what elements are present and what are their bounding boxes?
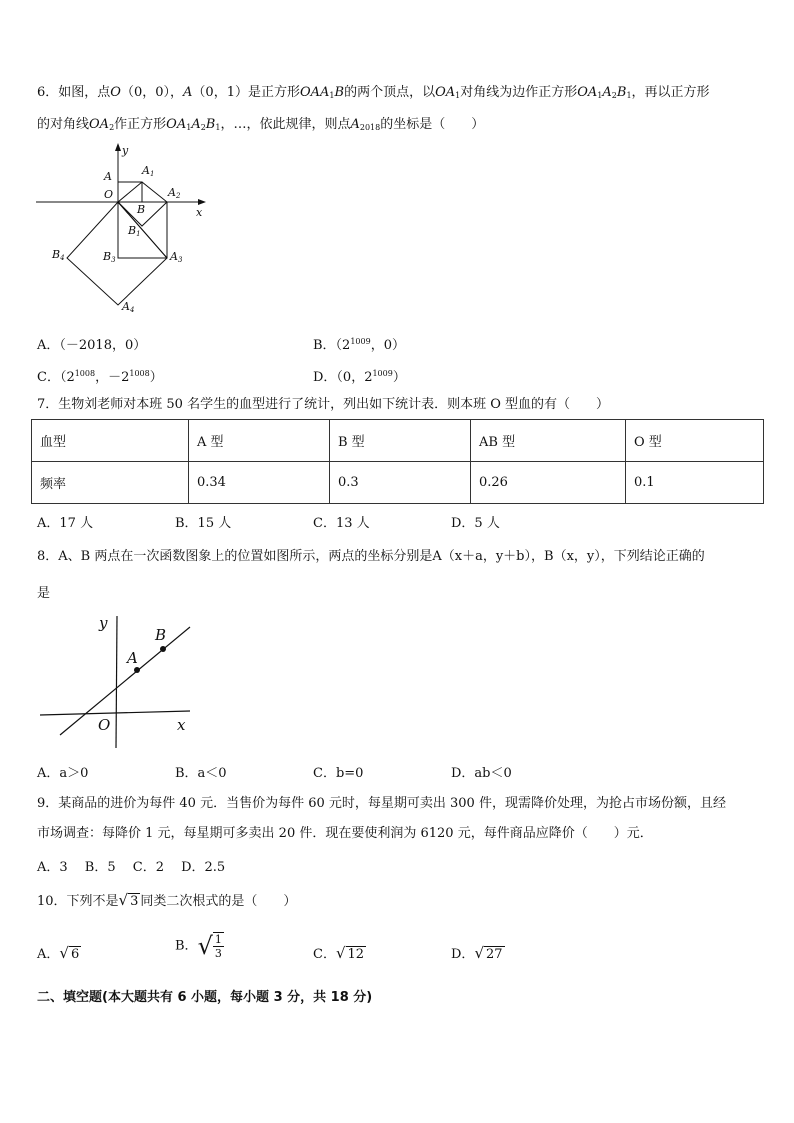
q6-figure (30, 140, 230, 325)
table-cell: 0.3 (330, 462, 471, 504)
q6-label-B4: B4 (52, 248, 65, 262)
q7-option-a[interactable]: A．17 人 (37, 516, 94, 531)
q10-option-b[interactable]: B．√ $\frac{1}{3}$ (175, 932, 222, 960)
q6-option-b[interactable]: B．（$2^{1009}$，0） (313, 337, 405, 353)
q8-y-axis (116, 616, 117, 748)
q8-label-y: y (99, 614, 108, 632)
q8-option-b[interactable]: B．a＜0 (175, 766, 227, 781)
q10-option-d[interactable]: D．√ 27 (451, 944, 503, 962)
q8-line1: 8．A、B 两点在一次函数图象上的位置如图所示，两点的坐标分别是A（x＋a，y＋b），B（x，y），下列结论正确的 (37, 549, 705, 564)
q6-y-arrow (115, 143, 121, 151)
q6-label-B1: B1 (128, 224, 141, 238)
q8-option-d[interactable]: D．ab＜0 (451, 766, 512, 781)
table-cell: A 型 (189, 420, 330, 462)
q8-label-O: O (98, 716, 111, 734)
q6-square-4 (67, 202, 167, 305)
q8-label-B: B (155, 626, 167, 644)
q10-option-c[interactable]: C．√ 12 (313, 944, 365, 962)
q7-option-c[interactable]: C．13 人 (313, 516, 370, 531)
table-cell: 0.26 (471, 462, 626, 504)
q8-point-b (160, 646, 166, 652)
q8-function-line (60, 627, 190, 735)
table-cell: 频率 (32, 462, 189, 504)
table-cell: 0.34 (189, 462, 330, 504)
q8-label-x: x (177, 716, 186, 734)
table-cell: 0.1 (626, 462, 764, 504)
q10-text: 10．下列不是√ 3 同类二次根式的是（ ） (37, 891, 297, 909)
q6-line2: 的对角线$OA_2$作正方形$OA_1A_2B_1$，…，依此规律，则点$A_{2018}$的坐标是（ ） (37, 117, 485, 132)
q6-option-d[interactable]: D．（0，$2^{1009}$） (313, 369, 406, 385)
q6-label-A: A (104, 170, 112, 183)
q6-label-A1: A1 (142, 164, 155, 178)
q6-label-A2: A2 (168, 186, 181, 200)
table-cell: AB 型 (471, 420, 626, 462)
q10-option-a[interactable]: A．√ 6 (37, 944, 80, 962)
q6-line1: 6．如图，点O（0，0），A（0，1）是正方形$OAA_1B$的两个顶点，以$OA_1$对角线为边作正方形$OA_1A_2B_1$，再以正方形 (37, 85, 710, 100)
q8-line2: 是 (37, 586, 51, 601)
q6-option-c[interactable]: C．（$2^{1008}$，$-2^{1008}$） (37, 369, 163, 385)
section-2-heading: 二、填空题(本大题共有 6 小题，每小题 3 分，共 18 分) (37, 990, 373, 1005)
q8-label-A: A (127, 649, 138, 667)
q6-option-a[interactable]: A．（－2018，0） (37, 338, 147, 353)
q8-option-c[interactable]: C．b=0 (313, 766, 364, 781)
q7-option-d[interactable]: D．5 人 (451, 516, 500, 531)
q9-options[interactable]: A．3 B．5 C．2 D．2.5 (37, 860, 226, 875)
q8-figure (40, 612, 200, 752)
q9-line2: 市场调查：每降价 1 元，每星期可多卖出 20 件．现在要使利润为 6120 元，每件商品应降价（ ）元． (37, 826, 653, 841)
q6-label-B3: B3 (103, 250, 116, 264)
q7-text: 7．生物刘老师对本班 50 名学生的血型进行了统计，列出如下统计表．则本班 O 型血的有（ ） (37, 397, 610, 412)
q7-option-b[interactable]: B．15 人 (175, 516, 232, 531)
q6-label-A3: A3 (170, 250, 183, 264)
q7-table (31, 419, 764, 504)
q6-label-A4: A4 (122, 300, 135, 314)
table-row (32, 462, 764, 504)
q6-label-B: B (137, 203, 146, 216)
table-cell: 血型 (32, 420, 189, 462)
q6-label-O: O (104, 188, 114, 201)
table-cell: O 型 (626, 420, 764, 462)
q9-line1: 9．某商品的进价为每件 40 元．当售价为每件 60 元时，每星期可卖出 300 件，现需降价处理，为抢占市场份额，且经 (37, 796, 726, 811)
q6-label-y: y (122, 144, 129, 157)
table-cell: B 型 (330, 420, 471, 462)
q8-option-a[interactable]: A．a＞0 (37, 766, 89, 781)
q8-point-a (134, 667, 140, 673)
q6-label-x: x (196, 206, 203, 219)
table-header-row (32, 420, 764, 462)
q6-x-arrow (198, 199, 206, 205)
q8-x-axis (40, 711, 190, 715)
